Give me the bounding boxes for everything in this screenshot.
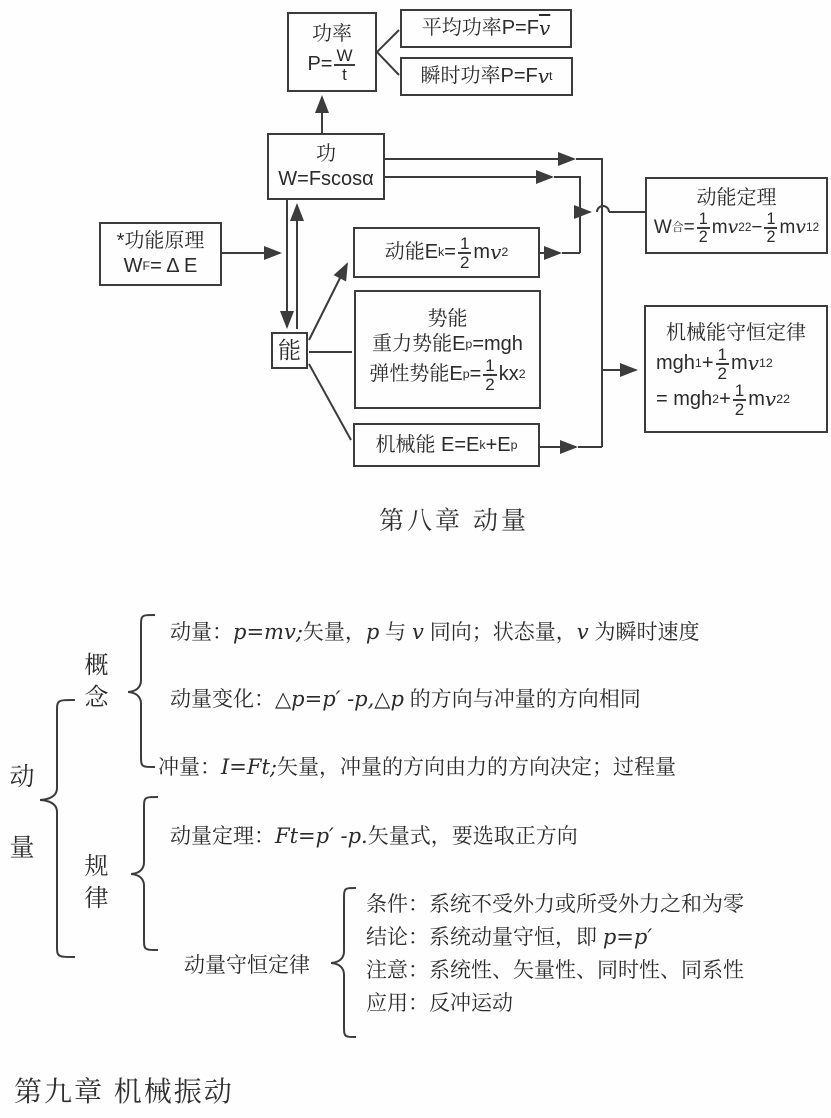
- brace-conservation: [331, 888, 356, 1037]
- connector-energy-to-kinetic: [309, 264, 347, 340]
- momentum-root-label: 动量: [9, 763, 35, 862]
- mechanical-energy-box: [353, 423, 540, 467]
- power-box: [287, 12, 377, 92]
- elastic-potential-formula: 弹性势能E p = $\frac{1}{2}$ kx 2: [369, 355, 526, 394]
- connector-power-to-avg: [377, 30, 399, 52]
- chapter-9-title: 第九章 机械振动: [14, 1076, 234, 1107]
- mechanical-energy-formula: 机械能 E=E k +E p: [375, 433, 518, 456]
- momentum-definition-line: 动量：p=mv;矢量，p 与 v 同向；状态量，v 为瞬时速度: [170, 620, 700, 644]
- connector-energy-to-mechanical: [309, 364, 351, 440]
- connector-rail2-vertical: [554, 177, 580, 253]
- conservation-formula-line1: mgh 1 + $\frac{1}{2}$ m v 1 2: [656, 344, 773, 383]
- concept-branch-label: 概念: [84, 652, 109, 711]
- momentum-change-line: 动量变化：△p=p′ -p,△p 的方向与冲量的方向相同: [170, 687, 641, 711]
- power-title: 功率: [312, 22, 352, 45]
- conservation-formula-line2: = mgh 2 + $\frac{1}{2}$ m v 2 2: [656, 380, 791, 419]
- conservation-conclusion-line: 结论：系统动量守恒，即 p=p′: [366, 925, 653, 949]
- chapter-8-title: 第八章 动量: [379, 507, 529, 535]
- momentum-conservation-label: 动量守恒定律: [184, 954, 310, 977]
- power-formula: P= $\frac{W}{t}$: [307, 45, 353, 84]
- average-power-box: [400, 9, 572, 48]
- energy-box: [271, 332, 308, 369]
- principle-formula: W F = Δ E: [123, 255, 198, 277]
- principle-title: *功能原理: [116, 230, 205, 252]
- conservation-title: 机械能守恒定律: [666, 321, 806, 344]
- brace-rule: [131, 797, 158, 950]
- conservation-note-line: 注意：系统性、矢量性、同时性、同系性: [366, 959, 744, 982]
- energy-title: 能: [278, 337, 301, 364]
- conservation-application-line: 应用：反冲运动: [366, 992, 513, 1015]
- kinetic-energy-formula: 动能E k = $\frac{1}{2}$ m v 2: [384, 233, 509, 272]
- potential-energy-title: 势能: [427, 307, 468, 330]
- impulse-line: 冲量：I=Ft;矢量，冲量的方向由力的方向决定；过程量: [158, 755, 676, 779]
- instant-power-box: [400, 57, 573, 96]
- instant-power-formula: 瞬时功率P=F v t: [420, 64, 553, 88]
- brace-concept: [128, 615, 155, 767]
- kinetic-energy-box: [353, 227, 540, 278]
- connector-power-to-inst: [377, 52, 399, 75]
- rule-branch-label: 规律: [84, 853, 109, 912]
- mechanical-conservation-box: [644, 305, 828, 433]
- conservation-condition-line: 条件：系统不受外力或所受外力之和为零: [366, 893, 744, 916]
- ke-theorem-title: 动能定理: [696, 186, 777, 209]
- kinetic-energy-theorem-box: [645, 177, 828, 254]
- work-energy-principle-box: [99, 222, 222, 286]
- average-power-formula: 平均功率P=F $\overline{v}$: [421, 16, 551, 40]
- work-title: 功: [316, 142, 336, 165]
- momentum-theorem-line: 动量定理：Ft=p′ -p.矢量式，要选取正方向: [170, 824, 578, 848]
- brace-momentum-root: [40, 700, 75, 957]
- ke-theorem-formula: W 合 = $\frac{1}{2}$ m v 2 2 − $\frac{1}{2}$ m v 1 2: [653, 209, 820, 246]
- work-formula: W=Fscosα: [278, 167, 374, 190]
- gravity-potential-formula: 重力势能E p =mgh: [372, 332, 523, 355]
- potential-energy-box: [354, 290, 541, 409]
- work-box: [267, 133, 385, 200]
